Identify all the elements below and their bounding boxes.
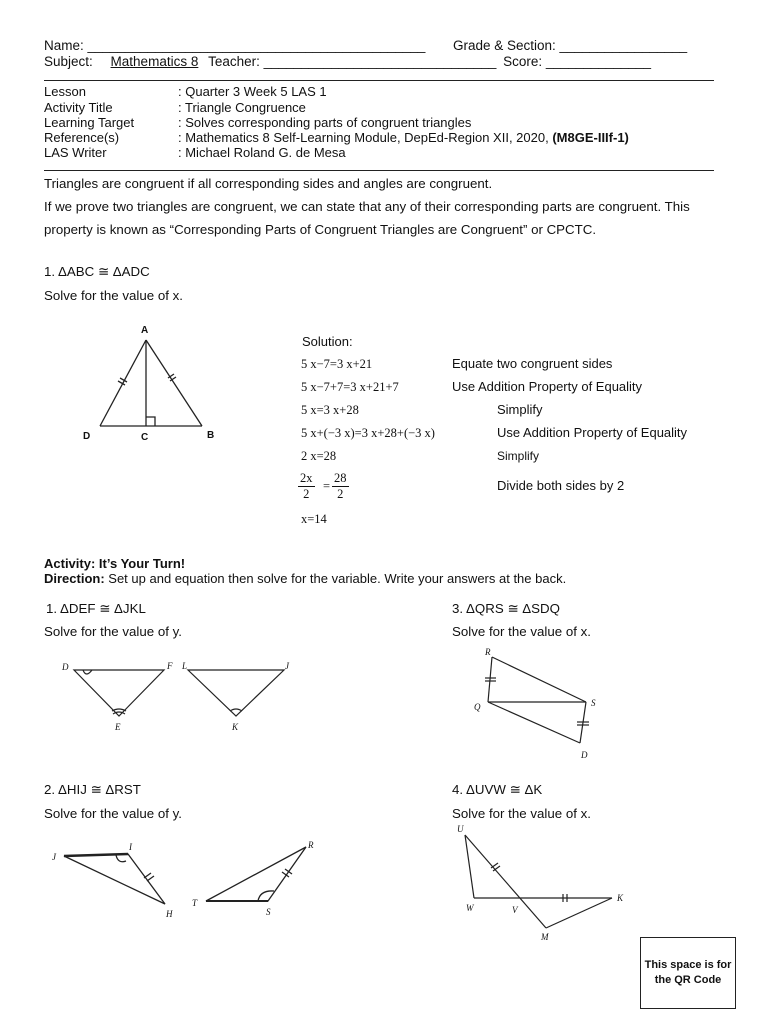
vertex-label: R — [485, 647, 491, 657]
reference-text: : Mathematics 8 Self-Learning Module, DepEd-Region XII, 2020, — [178, 130, 553, 145]
vertex-label-d: D — [83, 431, 91, 442]
example-title: 1. ΔABC ≅ ΔADC — [44, 264, 150, 279]
vertex-label: S — [591, 698, 596, 708]
subject-value: Mathematics 8 — [110, 54, 199, 69]
vertex-label: J — [285, 661, 289, 671]
step-equation: 2 x=28 — [301, 449, 337, 463]
intro-paragraph-2: If we prove two triangles are congruent, we can state that any of their corresponding parts are congruent. This property is known as “Corresponding Parts of Congruent Triangles are Congruent” or CPCTC. — [44, 199, 690, 237]
direction-text: Set up and equation then solve for the variable. Write your answers at the back. — [104, 571, 567, 586]
info-value: : Triangle Congruence — [178, 100, 306, 115]
fraction-equals: = — [323, 479, 331, 493]
vertex-label: K — [232, 722, 239, 732]
vertex-label: H — [166, 909, 173, 919]
item-1-prompt: Solve for the value of y. — [44, 624, 182, 639]
vertex-label: F — [167, 661, 173, 671]
subject-line — [44, 54, 651, 69]
fraction-numerator: 2x — [300, 471, 313, 485]
fraction-right — [332, 471, 349, 502]
divider — [44, 80, 714, 81]
info-value: : Solves corresponding parts of congruent triangles — [178, 115, 472, 130]
item-2-title: 2. ΔHIJ ≅ ΔRST — [44, 782, 141, 797]
subject-label: Subject: — [44, 54, 93, 69]
activity-title: Activity: It’s Your Turn! — [44, 556, 186, 571]
step-equation: 5 x=3 x+28 — [301, 403, 359, 417]
item-1-title: 1. ΔDEF ≅ ΔJKL — [46, 601, 146, 616]
teacher-field[interactable]: Teacher: _______________________________ — [208, 54, 497, 69]
direction-label: Direction: — [44, 571, 105, 586]
step-description: Equate two congruent sides — [452, 356, 613, 371]
fraction-denominator: 2 — [303, 487, 310, 501]
info-label: Reference(s) — [44, 130, 120, 145]
name-label: Name: — [44, 38, 88, 53]
step-equation: 5 x+(−3 x)=3 x+28+(−3 x) — [301, 426, 435, 440]
vertex-label-b: B — [207, 430, 215, 441]
grade-section-field[interactable]: Grade & Section: _________________ — [453, 38, 688, 53]
vertex-label: E — [115, 722, 121, 732]
item-2-prompt: Solve for the value of y. — [44, 806, 182, 821]
step-description: Simplify — [497, 402, 543, 417]
info-value-reference — [178, 130, 629, 145]
item-4-figure — [450, 822, 640, 942]
info-label: Learning Target — [44, 115, 135, 130]
example-triangle-figure — [80, 322, 240, 447]
item-1-figure — [56, 658, 306, 738]
step-description: Use Addition Property of Equality — [452, 379, 643, 394]
item-3-title: 3. ΔQRS ≅ ΔSDQ — [452, 601, 560, 616]
vertex-label: V — [512, 905, 518, 915]
intro-paragraph-1: Triangles are congruent if all corresponding sides and angles are congruent. — [44, 176, 493, 191]
example-prompt: Solve for the value of x. — [44, 288, 183, 303]
vertex-label: K — [617, 893, 624, 903]
step-equation: 5 x−7+7=3 x+21+7 — [301, 380, 399, 394]
vertex-label: T — [192, 898, 198, 908]
solution-label: Solution: — [302, 334, 353, 349]
score-field[interactable]: Score: ______________ — [503, 54, 652, 69]
vertex-label: D — [581, 750, 588, 760]
item-3-figure — [468, 645, 618, 765]
fraction-numerator: 28 — [334, 471, 347, 485]
vertex-label: S — [266, 907, 271, 917]
step-description: Simplify — [497, 449, 540, 463]
fraction-denominator: 2 — [337, 487, 344, 501]
qr-code-placeholder — [640, 937, 736, 1009]
vertex-label: J — [52, 852, 56, 862]
info-label: Activity Title — [44, 100, 113, 115]
vertex-label: D — [62, 662, 69, 672]
item-3-prompt: Solve for the value of x. — [452, 624, 591, 639]
vertex-label: U — [457, 824, 464, 834]
activity-direction — [44, 571, 566, 586]
item-4-title: 4. ΔUVW ≅ ΔK — [452, 782, 543, 797]
item-2-figure — [48, 836, 338, 926]
item-4-prompt: Solve for the value of x. — [452, 806, 591, 821]
fraction-left — [298, 471, 315, 502]
divider — [44, 170, 714, 171]
info-value: : Quarter 3 Week 5 LAS 1 — [178, 84, 327, 99]
vertex-label: M — [541, 932, 549, 942]
vertex-label: W — [466, 903, 474, 913]
step-description: Use Addition Property of Equality — [497, 425, 688, 440]
step-equation: 5 x−7=3 x+21 — [301, 357, 373, 371]
step-equation: x=14 — [301, 512, 327, 526]
step-description: Divide both sides by 2 — [497, 478, 625, 493]
reference-code: (M8GE-IIIf-1) — [552, 130, 629, 145]
vertex-label-c: C — [141, 432, 149, 443]
name-blank[interactable]: _____________________________________________ — [87, 38, 426, 53]
qr-note: This space is for the QR Code — [644, 959, 732, 986]
info-label: LAS Writer — [44, 145, 107, 160]
info-label: Lesson — [44, 84, 86, 99]
vertex-label: I — [129, 842, 132, 852]
vertex-label: R — [308, 840, 314, 850]
vertex-label: Q — [474, 702, 481, 712]
vertex-label: L — [182, 661, 188, 671]
name-line[interactable] — [44, 38, 425, 53]
vertex-label-a: A — [141, 325, 149, 336]
info-value: : Michael Roland G. de Mesa — [178, 145, 346, 160]
